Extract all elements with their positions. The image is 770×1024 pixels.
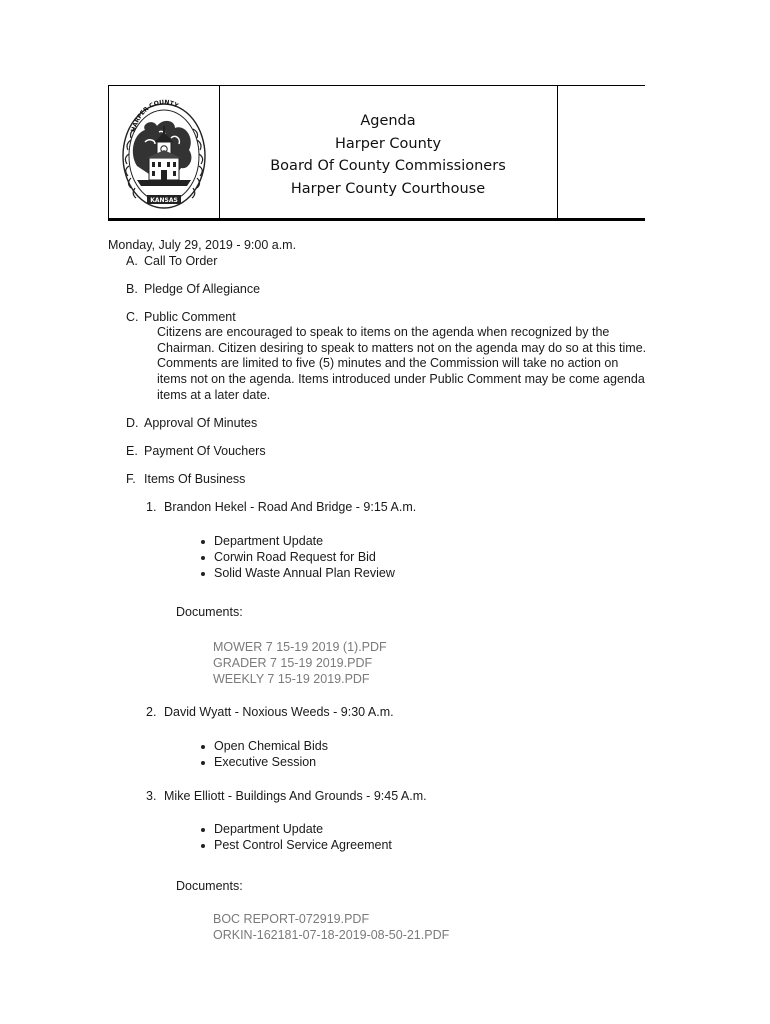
title-line-agenda: Agenda [360, 113, 416, 129]
agenda-item-c [126, 310, 236, 324]
business-item-2 [146, 705, 394, 719]
documents-label: Documents: [176, 879, 243, 893]
list-item: Open Chemical Bids [199, 739, 328, 755]
document-link[interactable]: WEEKLY 7 15-19 2019.PDF [213, 671, 370, 686]
business-item-3 [146, 789, 427, 803]
seal-bottom-text: KANSAS [150, 197, 178, 204]
item-title: Payment Of Vouchers [144, 444, 266, 458]
list-item: Pest Control Service Agreement [199, 838, 392, 854]
document-link[interactable]: GRADER 7 15-19 2019.PDF [213, 655, 373, 670]
item-letter: B. [126, 282, 138, 296]
agenda-item-e [126, 444, 266, 458]
item-title: Items Of Business [144, 472, 246, 486]
document-link[interactable]: BOC REPORT-072919.PDF [213, 912, 370, 926]
list-item: Executive Session [199, 755, 328, 771]
list-item: Department Update [199, 822, 392, 838]
item-letter: A. [126, 254, 138, 268]
item-title: Approval Of Minutes [144, 416, 258, 430]
business-3-documents [213, 912, 449, 944]
title-line-courthouse: Harper County Courthouse [290, 180, 486, 197]
item-letter: F. [126, 472, 136, 486]
agenda-header-table [108, 85, 645, 221]
seal-cell [109, 86, 220, 218]
agenda-item-f [126, 472, 245, 486]
document-link[interactable]: MOWER 7 15-19 2019 (1).PDF [213, 640, 387, 654]
list-item: Department Update [199, 534, 395, 550]
agenda-item-b [126, 282, 260, 296]
agenda-item-a [126, 254, 217, 268]
business-number: 1. [146, 500, 157, 514]
business-2-bullets [199, 739, 328, 771]
meeting-date-time: Monday, July 29, 2019 - 9:00 a.m. [108, 238, 297, 252]
item-letter: C. [126, 310, 139, 324]
business-number: 3. [146, 789, 157, 803]
business-title: David Wyatt - Noxious Weeds - 9:30 A.m. [164, 705, 394, 719]
business-title: Mike Elliott - Buildings And Grounds - 9:45 A.m. [164, 789, 427, 803]
agenda-item-d [126, 416, 257, 430]
agenda-title [219, 110, 557, 200]
list-item: Corwin Road Request for Bid [199, 550, 395, 566]
county-seal-icon [119, 94, 209, 212]
item-title: Pledge Of Allegiance [144, 282, 261, 296]
document-link[interactable]: ORKIN-162181-07-18-2019-08-50-21.PDF [213, 927, 450, 942]
business-item-1 [146, 500, 416, 514]
item-letter: D. [126, 416, 139, 430]
business-number: 2. [146, 705, 157, 719]
documents-label: Documents: [176, 605, 243, 619]
title-line-board: Board Of County Commissioners [270, 158, 506, 174]
item-title: Public Comment [144, 310, 236, 324]
empty-cell [558, 86, 645, 218]
title-cell [219, 86, 558, 218]
business-1-bullets [199, 534, 395, 581]
seal-top-text: HARPER COUNTY [129, 98, 180, 133]
public-comment-description: Citizens are encouraged to speak to items on the agenda when recognized by the Chairman. Citizen desiring to speak to matters not on the agenda may do so at this time. Comments are limited to five (5) minutes and the Commission will take no action on items not on the agenda. Items introduced under Public Comment may be come agenda items at a later date. [157, 325, 647, 402]
item-title: Call To Order [144, 254, 218, 268]
list-item: Solid Waste Annual Plan Review [199, 566, 395, 582]
business-title: Brandon Hekel - Road And Bridge - 9:15 A.m. [164, 500, 417, 514]
business-3-bullets [199, 822, 392, 854]
item-letter: E. [126, 444, 138, 458]
title-line-county: Harper County [334, 135, 442, 152]
business-1-documents [213, 640, 387, 687]
